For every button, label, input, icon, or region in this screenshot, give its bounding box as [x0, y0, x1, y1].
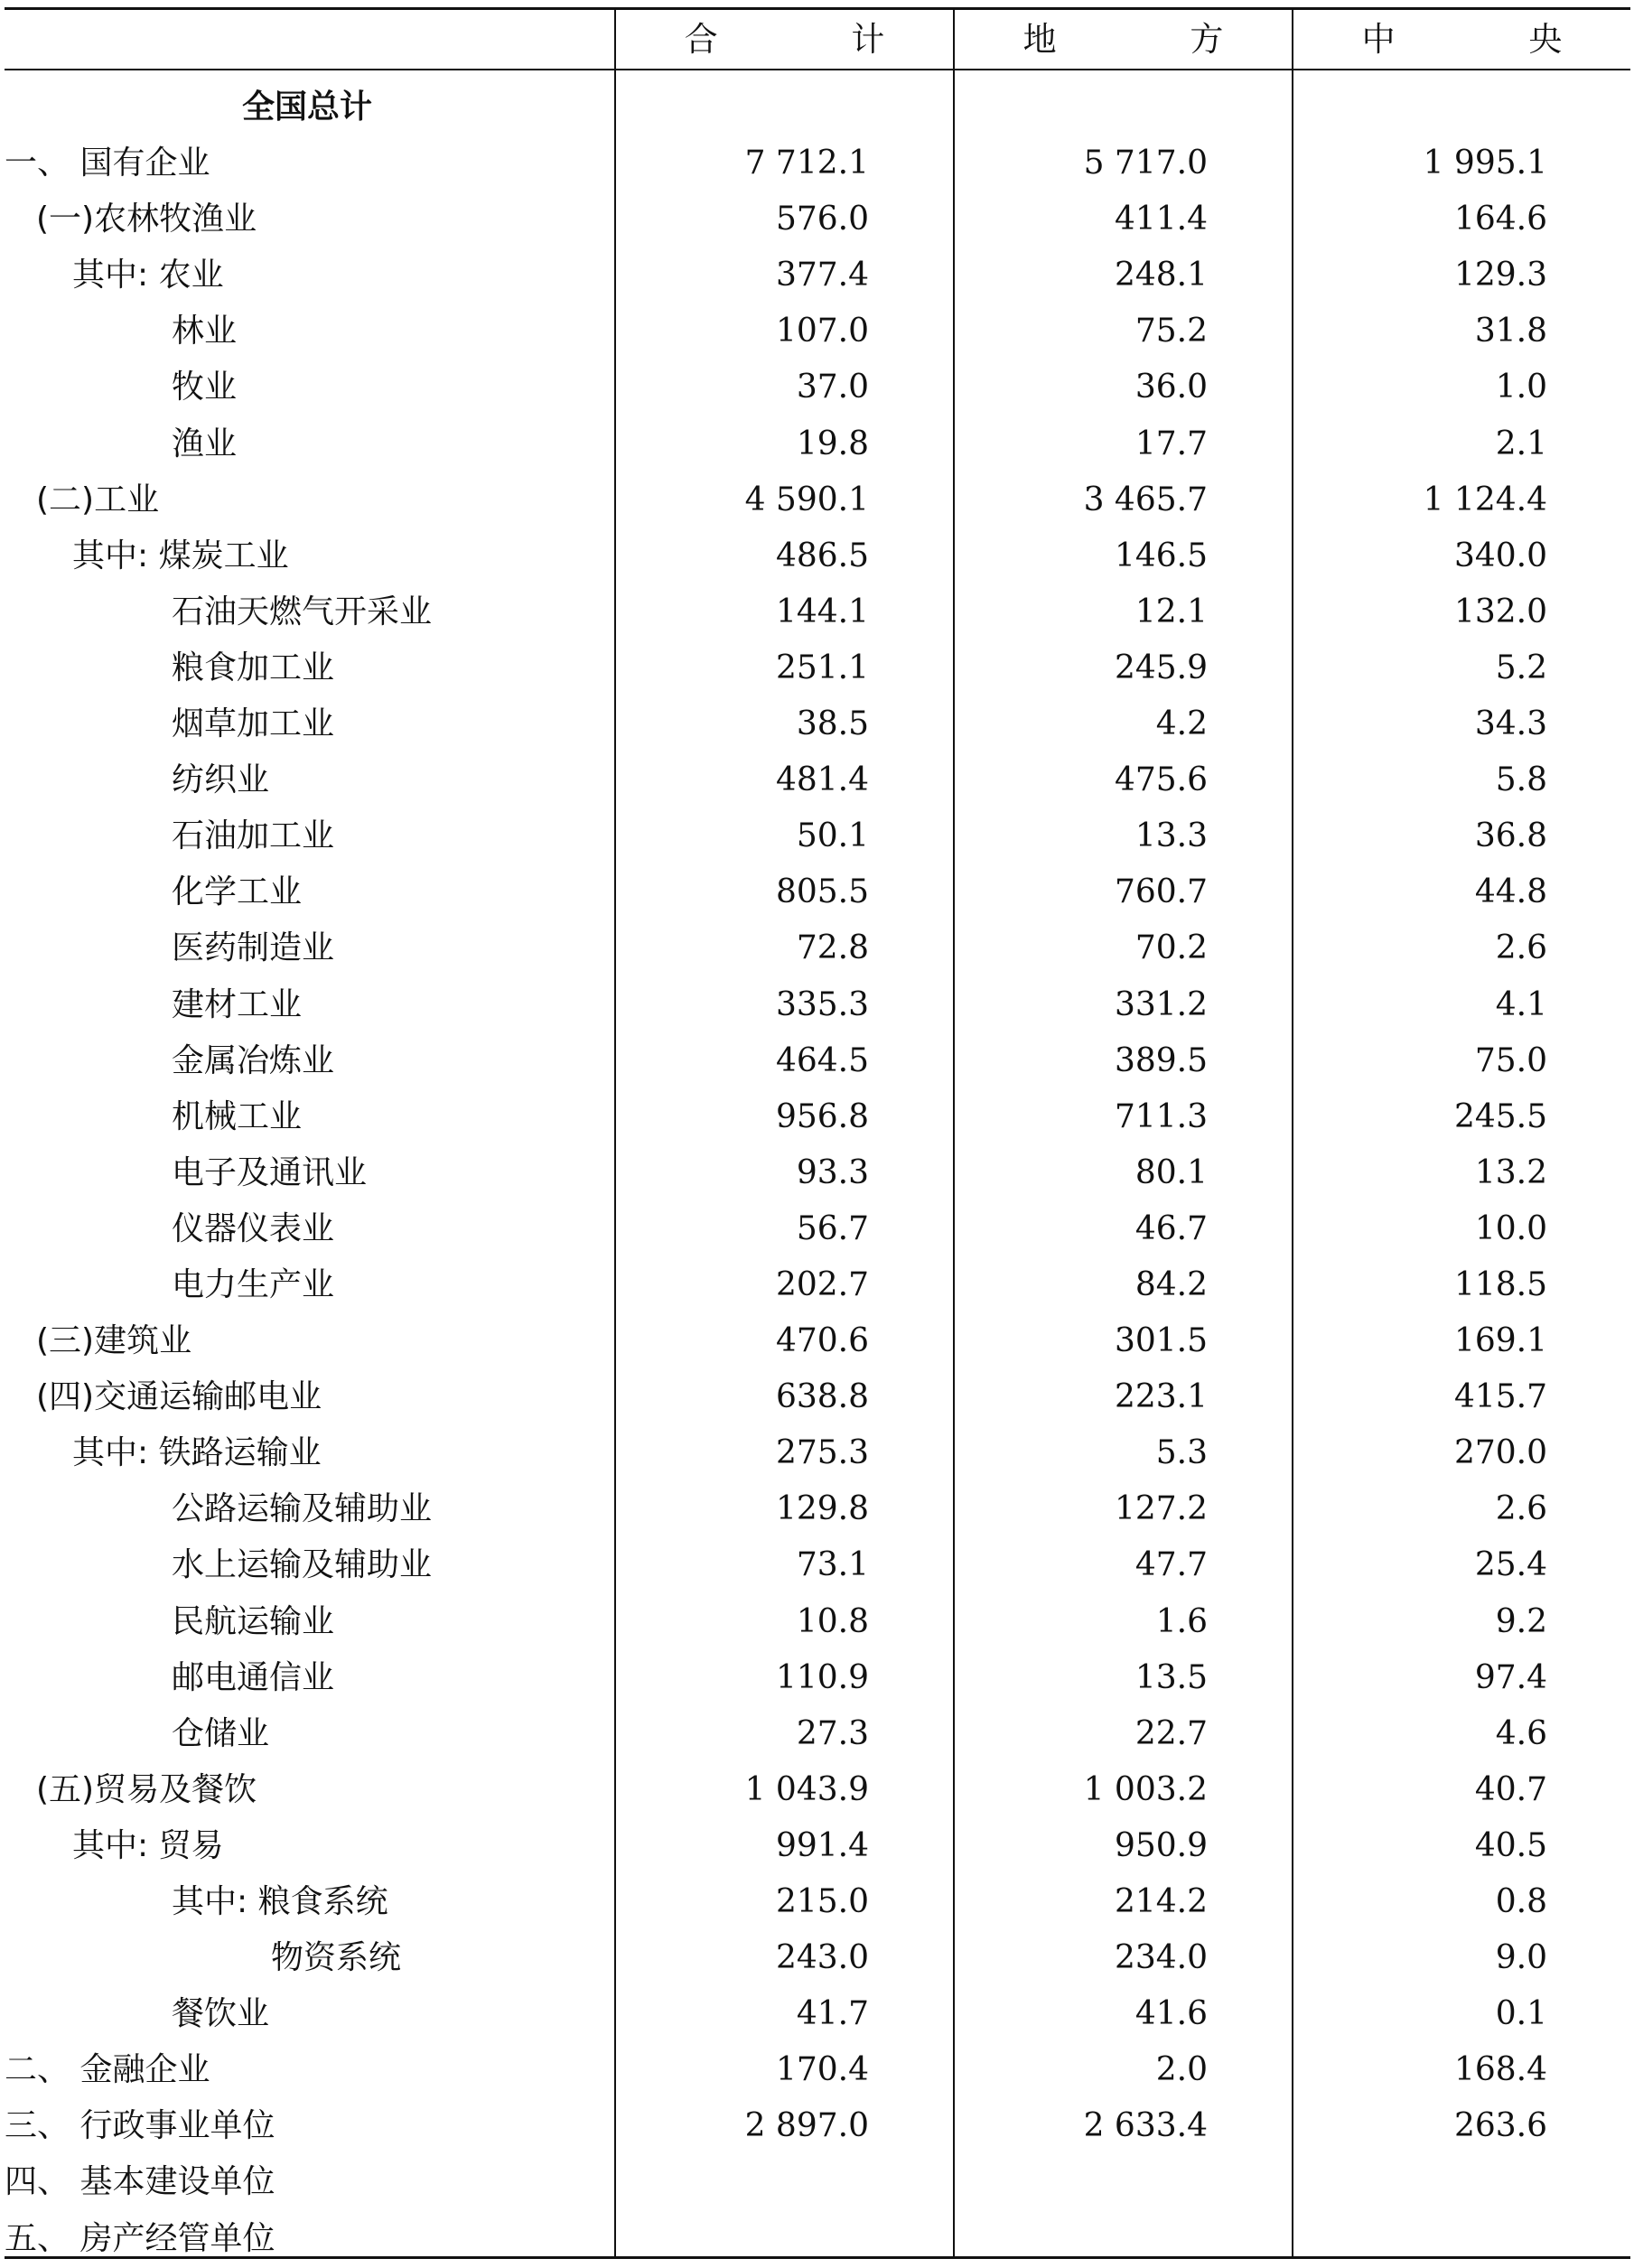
table-row: [0, 1089, 1634, 1145]
row-label: 二、 金融企业: [5, 2051, 210, 2089]
table-row: [0, 472, 1634, 528]
cell-central: 263.6: [1453, 2107, 1547, 2145]
table-row: [0, 977, 1634, 1033]
cell-total: 72.8: [796, 929, 869, 967]
cell-local: 127.2: [1114, 1490, 1208, 1528]
cell-local: 411.4: [1114, 201, 1208, 238]
cell-total: 243.0: [775, 1939, 869, 1977]
cell-total: 170.4: [775, 2051, 869, 2089]
cell-central: 97.4: [1474, 1658, 1547, 1696]
table-top-rule: [5, 7, 1630, 10]
row-label: 林业: [172, 313, 238, 350]
cell-local: 1 003.2: [1083, 1770, 1208, 1808]
cell-total: 486.5: [775, 537, 869, 574]
cell-central: 40.5: [1474, 1826, 1547, 1864]
table-row: [0, 696, 1634, 752]
table-row: [0, 1818, 1634, 1874]
cell-local: 3 465.7: [1083, 481, 1208, 518]
cell-central: 132.0: [1453, 593, 1547, 630]
row-label: 石油加工业: [172, 817, 335, 855]
cell-total: 50.1: [796, 817, 869, 855]
cell-total: 1 043.9: [744, 1770, 869, 1808]
cell-total: 41.7: [796, 1995, 869, 2033]
cell-central: 5.2: [1495, 649, 1547, 686]
table-row: [0, 808, 1634, 864]
cell-central: 10.0: [1474, 1209, 1547, 1247]
cell-central: 0.1: [1495, 1995, 1547, 2033]
table-row: [0, 1537, 1634, 1593]
cell-total: 470.6: [775, 1322, 869, 1360]
row-label: 渔业: [172, 425, 238, 462]
row-label: 全国总计: [242, 89, 373, 126]
cell-total: 19.8: [796, 425, 869, 462]
cell-local: [962, 79, 1208, 135]
cell-central: 36.8: [1474, 817, 1547, 855]
row-label: 医药制造业: [172, 929, 335, 967]
cell-local: 301.5: [1114, 1322, 1208, 1360]
table-row: [0, 1594, 1634, 1650]
row-label: 粮食加工业: [172, 649, 335, 686]
cell-local: 214.2: [1114, 1883, 1208, 1920]
cell-total: 464.5: [775, 1041, 869, 1079]
table-row: [0, 416, 1634, 472]
row-label: 石油天燃气开采业: [172, 593, 433, 630]
row-label: 建材工业: [172, 985, 303, 1023]
cell-central: 118.5: [1453, 1265, 1547, 1303]
cell-central: [1301, 79, 1547, 135]
cell-total: 129.8: [775, 1490, 869, 1528]
row-label: 公路运输及辅助业: [172, 1490, 433, 1528]
cell-total: 638.8: [775, 1378, 869, 1416]
cell-local: 248.1: [1114, 257, 1208, 294]
table-row: [0, 1425, 1634, 1481]
row-label: (三)建筑业: [36, 1322, 192, 1360]
header-central: 中 央: [1361, 20, 1624, 59]
cell-central: 44.8: [1474, 873, 1547, 911]
cell-local: [962, 2154, 1208, 2210]
table-row: [0, 1930, 1634, 1986]
cell-total: [623, 79, 869, 135]
table-row: [0, 1650, 1634, 1706]
row-label: 民航运输业: [172, 1602, 335, 1640]
cell-local: 5.3: [1155, 1434, 1208, 1472]
cell-local: 5 717.0: [1083, 145, 1208, 182]
cell-total: 27.3: [796, 1714, 869, 1752]
cell-central: 9.2: [1495, 1602, 1547, 1640]
cell-total: 805.5: [775, 873, 869, 911]
cell-total: 275.3: [775, 1434, 869, 1472]
cell-local: 4.2: [1155, 705, 1208, 743]
table-row: [0, 1986, 1634, 2042]
row-label: 四、 基本建设单位: [5, 2163, 275, 2201]
table-row: [0, 864, 1634, 920]
cell-central: 2.6: [1495, 929, 1547, 967]
row-label: 餐饮业: [172, 1995, 270, 2033]
cell-total: 56.7: [796, 1209, 869, 1247]
cell-central: 9.0: [1495, 1939, 1547, 1977]
cell-central: 0.8: [1495, 1883, 1547, 1920]
cell-central: 40.7: [1474, 1770, 1547, 1808]
table-row: [0, 1481, 1634, 1537]
cell-total: 10.8: [796, 1602, 869, 1640]
row-label: 烟草加工业: [172, 705, 335, 743]
table-row: [0, 528, 1634, 584]
table-row: [0, 135, 1634, 191]
row-label: 牧业: [172, 369, 238, 406]
row-label: 一、 国有企业: [5, 145, 210, 182]
row-label: 邮电通信业: [172, 1658, 335, 1696]
table-row: [0, 1874, 1634, 1930]
header-local: 地 方: [1022, 20, 1285, 59]
cell-local: 47.7: [1134, 1546, 1208, 1584]
cell-central: 4.6: [1495, 1714, 1547, 1752]
row-label: (二)工业: [36, 481, 160, 518]
cell-local: 70.2: [1134, 929, 1208, 967]
cell-total: 991.4: [775, 1826, 869, 1864]
cell-local: 950.9: [1114, 1826, 1208, 1864]
cell-local: 12.1: [1134, 593, 1208, 630]
cell-local: 2.0: [1155, 2051, 1208, 2089]
cell-total: [623, 2211, 869, 2267]
table-row: [0, 640, 1634, 696]
cell-local: 331.2: [1114, 985, 1208, 1023]
cell-central: 31.8: [1474, 313, 1547, 350]
row-label: 电子及通讯业: [172, 1153, 368, 1191]
table-row: [0, 303, 1634, 359]
cell-central: 1 124.4: [1423, 481, 1547, 518]
table-row: [0, 1201, 1634, 1257]
cell-central: 1.0: [1495, 369, 1547, 406]
cell-local: 245.9: [1114, 649, 1208, 686]
cell-local: 760.7: [1114, 873, 1208, 911]
cell-total: 73.1: [796, 1546, 869, 1584]
row-label: 三、 行政事业单位: [5, 2107, 275, 2145]
row-label: 电力生产业: [172, 1265, 335, 1303]
table-header-rule: [5, 69, 1630, 70]
cell-total: 37.0: [796, 369, 869, 406]
table-row: [0, 1313, 1634, 1369]
cell-central: 164.6: [1453, 201, 1547, 238]
row-label: 仓储业: [172, 1714, 270, 1752]
table-row: [0, 359, 1634, 415]
table-row: [0, 79, 1634, 135]
cell-local: 75.2: [1134, 313, 1208, 350]
cell-local: 711.3: [1114, 1097, 1208, 1135]
row-label: 其中: 粮食系统: [172, 1883, 388, 1920]
cell-central: 25.4: [1474, 1546, 1547, 1584]
cell-local: 84.2: [1134, 1265, 1208, 1303]
cell-central: 75.0: [1474, 1041, 1547, 1079]
table-row: [0, 2211, 1634, 2267]
row-label: 其中: 贸易: [72, 1826, 224, 1864]
cell-total: [623, 2154, 869, 2210]
table-row: [0, 2154, 1634, 2210]
cell-total: 251.1: [775, 649, 869, 686]
cell-local: 13.5: [1134, 1658, 1208, 1696]
row-label: 仪器仪表业: [172, 1209, 335, 1247]
cell-central: 2.1: [1495, 425, 1547, 462]
row-label: 金属冶炼业: [172, 1041, 335, 1079]
cell-total: 335.3: [775, 985, 869, 1023]
cell-central: [1301, 2211, 1547, 2267]
cell-local: 475.6: [1114, 761, 1208, 799]
cell-total: 107.0: [775, 313, 869, 350]
row-label: 纺织业: [172, 761, 270, 799]
cell-central: 4.1: [1495, 985, 1547, 1023]
cell-local: 13.3: [1134, 817, 1208, 855]
cell-total: 7 712.1: [744, 145, 869, 182]
cell-total: 956.8: [775, 1097, 869, 1135]
cell-local: [962, 2211, 1208, 2267]
header-total: 合 计: [684, 20, 947, 59]
cell-local: 1.6: [1155, 1602, 1208, 1640]
row-label: 物资系统: [271, 1939, 402, 1977]
cell-central: 2.6: [1495, 1490, 1547, 1528]
cell-total: 110.9: [775, 1658, 869, 1696]
cell-total: 2 897.0: [744, 2107, 869, 2145]
cell-total: 144.1: [775, 593, 869, 630]
cell-central: 169.1: [1453, 1322, 1547, 1360]
row-label: 其中: 农业: [72, 257, 224, 294]
cell-local: 2 633.4: [1083, 2107, 1208, 2145]
cell-central: [1301, 2154, 1547, 2210]
table-row: [0, 191, 1634, 247]
table-row: [0, 2042, 1634, 2098]
cell-central: 5.8: [1495, 761, 1547, 799]
row-label: 水上运输及辅助业: [172, 1546, 433, 1584]
cell-central: 340.0: [1453, 537, 1547, 574]
cell-total: 38.5: [796, 705, 869, 743]
cell-local: 223.1: [1114, 1378, 1208, 1416]
cell-central: 129.3: [1453, 257, 1547, 294]
cell-central: 270.0: [1453, 1434, 1547, 1472]
table-row: [0, 1145, 1634, 1201]
cell-total: 576.0: [775, 201, 869, 238]
cell-local: 46.7: [1134, 1209, 1208, 1247]
table-row: [0, 2098, 1634, 2154]
cell-local: 389.5: [1114, 1041, 1208, 1079]
table-row: [0, 1762, 1634, 1818]
row-label: 其中: 铁路运输业: [72, 1434, 322, 1472]
row-label: 化学工业: [172, 873, 303, 911]
table-row: [0, 247, 1634, 303]
cell-central: 34.3: [1474, 705, 1547, 743]
cell-local: 80.1: [1134, 1153, 1208, 1191]
cell-central: 245.5: [1453, 1097, 1547, 1135]
row-label: (一)农林牧渔业: [36, 201, 257, 238]
table-row: [0, 1033, 1634, 1089]
cell-central: 168.4: [1453, 2051, 1547, 2089]
cell-total: 481.4: [775, 761, 869, 799]
row-label: 机械工业: [172, 1097, 303, 1135]
cell-local: 36.0: [1134, 369, 1208, 406]
cell-central: 1 995.1: [1423, 145, 1547, 182]
cell-total: 215.0: [775, 1883, 869, 1920]
cell-local: 17.7: [1134, 425, 1208, 462]
cell-local: 22.7: [1134, 1714, 1208, 1752]
cell-central: 13.2: [1474, 1153, 1547, 1191]
row-label: 其中: 煤炭工业: [72, 537, 289, 574]
table-row: [0, 584, 1634, 640]
table-row: [0, 752, 1634, 808]
cell-central: 415.7: [1453, 1378, 1547, 1416]
cell-total: 377.4: [775, 257, 869, 294]
table-body: [0, 79, 1634, 2267]
cell-total: 4 590.1: [744, 481, 869, 518]
table-row: [0, 1706, 1634, 1762]
cell-total: 93.3: [796, 1153, 869, 1191]
table-row: [0, 1257, 1634, 1313]
cell-total: 202.7: [775, 1265, 869, 1303]
cell-local: 146.5: [1114, 537, 1208, 574]
row-label: 五、 房产经管单位: [5, 2219, 275, 2257]
cell-local: 234.0: [1114, 1939, 1208, 1977]
row-label: (四)交通运输邮电业: [36, 1378, 322, 1416]
table-row: [0, 920, 1634, 976]
table-row: [0, 1369, 1634, 1425]
cell-local: 41.6: [1134, 1995, 1208, 2033]
row-label: (五)贸易及餐饮: [36, 1770, 257, 1808]
